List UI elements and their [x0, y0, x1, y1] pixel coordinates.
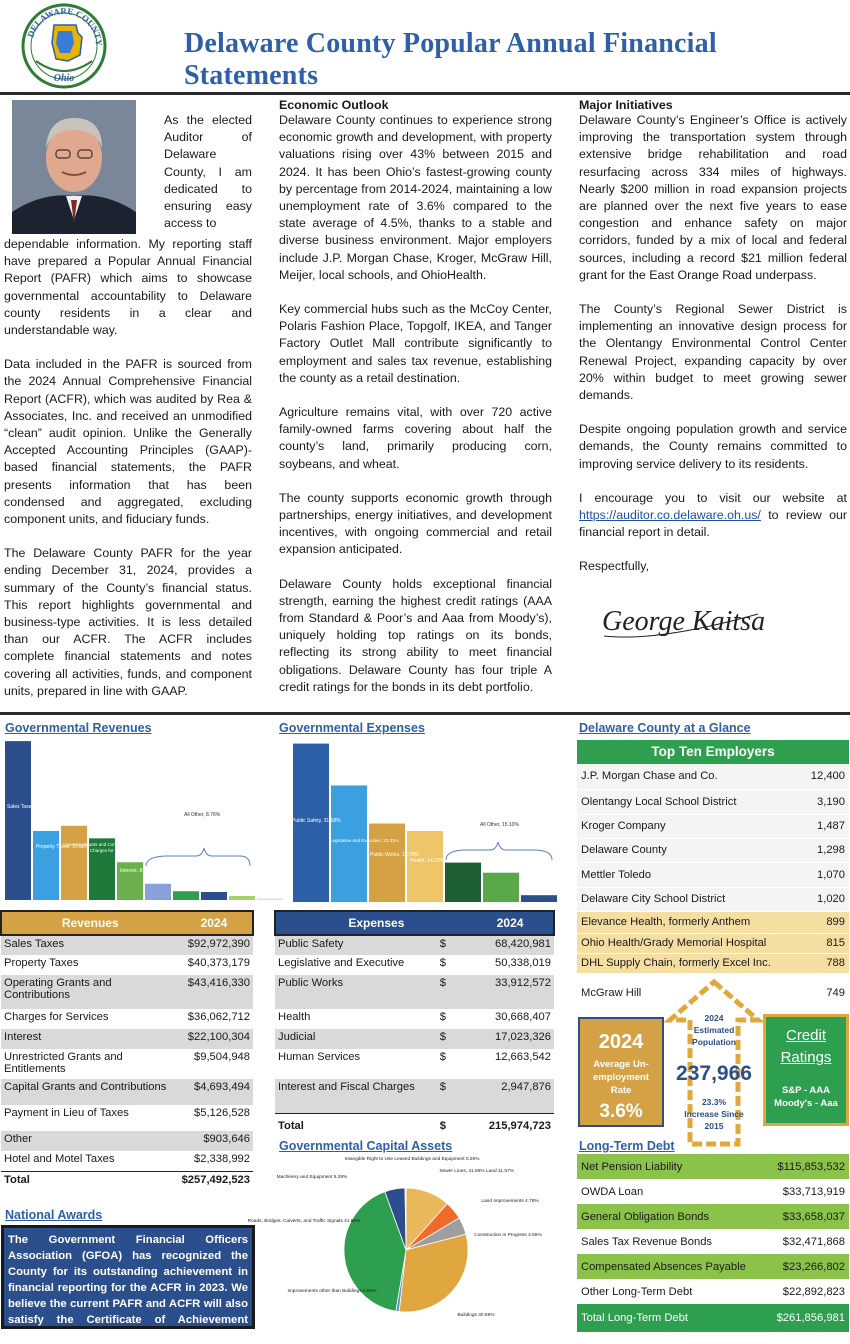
expense-row-label: Public Works — [275, 975, 437, 1009]
initiatives-paragraph-1: Delaware County’s Engineer’s Office is actively improving the transportation system through extensive bridge rehabilitation and road resurfacing across 334 miles of highways. Nearly $200 million in road expansion projects are planned over the next five years to ease congestion and enhance safety on major corridors, funded by a mix of local and federal sources, including a record $21 million federal grant for the East Orange Road underpass. — [579, 113, 847, 282]
unemployment-year: 2024 — [598, 1031, 644, 1053]
expense-row-label: Judicial — [275, 1029, 437, 1049]
employer-row — [577, 838, 849, 862]
debt-total-value: $261,856,981 — [776, 1312, 845, 1324]
bar-sales-taxes — [5, 741, 31, 900]
employer-name: Olentangy Local School District — [581, 795, 737, 808]
bar-human-services — [483, 873, 519, 902]
revenue-row-value: $40,373,179 — [187, 957, 250, 969]
employer-name: DHL Supply Chain, formerly Excel Inc. — [581, 957, 771, 969]
debt-total-label: Total Long-Term Debt — [581, 1312, 688, 1324]
debt-row-label: Sales Tax Revenue Bonds — [581, 1235, 713, 1248]
revenue-row — [1, 1151, 253, 1171]
debt-row-value: $115,853,532 — [777, 1160, 845, 1173]
auditor-website-link[interactable]: https://auditor.co.delaware.oh.us/ — [579, 508, 761, 523]
auditor-signature — [598, 596, 768, 646]
expense-row — [275, 935, 554, 955]
pie-label-cip: Construction in Progress 4.55% — [474, 1233, 542, 1238]
bar-health — [407, 831, 443, 902]
employer-count: 1,298 — [817, 844, 845, 856]
section-divider — [0, 712, 850, 715]
credit-moodys-rating: Moody's - Aaa — [774, 1098, 838, 1109]
letter-paragraph-2: Data included in the PAFR is sourced from the 2024 Annual Comprehensive Financial Report (ACFR), which was audited by Rea & Associates, Inc. and received an unmodified “clean” audit opinion. Unlike the Generally Accepted Accounting Principles (GAAP)-based financial statements, the PAFR presents information that has been condensed and aggregated, excluding component units, and fiduciary funds. — [4, 357, 252, 527]
credit-sp-rating: S&P - AAA — [781, 1085, 831, 1096]
revenue-row — [1, 1079, 253, 1105]
pie-label-sewer: Sewer Lines, 41.86% — [439, 1169, 485, 1174]
revenues-total-label: Total — [1, 1171, 179, 1188]
auditor-photo — [12, 100, 136, 234]
bar-hotel-and-motel-taxes — [229, 896, 255, 900]
employer-name: J.P. Morgan Chase and Co. — [581, 770, 718, 783]
revenue-row-label: Interest — [1, 1029, 179, 1049]
expenses-chart — [290, 738, 556, 904]
rev-label-charges: Charges for Services, 14.01% — [90, 848, 150, 853]
rev-label-sales: Sales Taxes, 36.11% — [7, 804, 54, 810]
expense-row — [275, 1049, 554, 1079]
closing-text: Respectfully, — [579, 559, 650, 574]
revenue-row-value: $2,338,992 — [194, 1153, 250, 1165]
employer-row — [577, 764, 849, 789]
exp-label-works: Public Works, 15.70% — [370, 852, 419, 858]
pie-label-intangible: Intangible Right to Use Leased Buildings and Equipment 0.25% — [344, 1157, 480, 1162]
expense-row-label: Interest and Fiscal Charges — [275, 1079, 437, 1113]
population-label: 2024 Estimated Population — [692, 1013, 736, 1047]
employer-name: Elevance Health, formerly Anthem — [581, 916, 751, 928]
glance-title: Delaware County at a Glance — [579, 721, 751, 735]
expense-row-currency: $ — [439, 1051, 446, 1063]
rev-label-other: All Other, 8.76% — [184, 812, 221, 818]
revenue-row — [1, 1029, 253, 1049]
employer-count: 815 — [826, 937, 845, 949]
employer-row — [577, 953, 849, 973]
employer-name: Ohio Health/Grady Memorial Hospital — [581, 937, 767, 949]
svg-text:George Kaitsa: George Kaitsa — [602, 606, 766, 637]
expense-row-currency: $ — [437, 975, 477, 1009]
expense-row — [275, 975, 554, 1009]
economic-paragraph-1: Delaware County continues to experience strong economic growth and development, with property valuations rising over 43% between 2015 and 2024. It has been Ohio’s fastest-growing county by percentage from 2014-2024, maintaining a low unemployment rate of 3.6% compared to the state average of 4.5%, thanks to a stable and diverse business environment. Major employers include J.P. Morgan Chase, Kroger, McGraw Hill, Meijer, local schools, and OhioHealth. — [279, 113, 552, 282]
exp-label-health: Health, 14.20% — [410, 858, 445, 864]
employer-name: McGraw Hill — [581, 987, 642, 999]
revenue-row — [1, 1105, 253, 1131]
revenues-header-label: Revenues — [1, 911, 179, 935]
debt-row — [577, 1279, 849, 1304]
page-title: Delaware County Popular Annual Financial Statements — [184, 28, 717, 91]
bar-interest-and-fiscal-charges — [521, 895, 557, 902]
expense-row-label: Human Services — [278, 1051, 361, 1063]
expense-row-label: Health — [278, 1011, 311, 1023]
expense-row-value: 2,947,876 — [477, 1079, 554, 1113]
employer-row — [577, 911, 849, 933]
debt-row-label: General Obligation Bonds — [581, 1210, 710, 1223]
pie-label-roads: Roads, Bridges, Culverts, and Traffic Signals 41.86% — [247, 1219, 361, 1224]
expense-row-currency: $ — [437, 1079, 477, 1113]
major-initiatives-heading: Major Initiatives — [579, 98, 673, 112]
debt-row-value: $32,471,868 — [782, 1235, 845, 1248]
debt-row-label: Net Pension Liability — [581, 1160, 683, 1173]
unemployment-label: Average Un-employment Rate — [593, 1059, 649, 1096]
employer-row — [577, 814, 849, 838]
pie-label-buildings: Buildings 30.85% — [457, 1313, 495, 1318]
revenues-table — [0, 910, 254, 1188]
employer-name: Delaware City School District — [581, 893, 726, 905]
expenses-total-value: 215,974,723 — [477, 1113, 554, 1138]
revenue-row-value: $22,100,304 — [179, 1029, 253, 1049]
employer-count: 12,400 — [810, 770, 845, 783]
economic-paragraph-3: Agriculture remains vital, with over 720 active family-owned farms covering about half the county’s land, primarily producing corn, soybeans, and wheat. — [279, 405, 552, 471]
bar-unrestricted-grants — [145, 884, 171, 900]
revenues-total-value: $257,492,523 — [179, 1171, 253, 1188]
major-initiatives-section — [579, 98, 847, 593]
employer-row — [577, 933, 849, 953]
revenue-row — [1, 955, 253, 975]
svg-text:Ohio: Ohio — [53, 73, 75, 84]
expense-row — [275, 1029, 554, 1049]
revenue-row-label: Operating Grants and Contributions — [1, 975, 179, 1009]
exp-label-safety: Public Safety, 31.68% — [292, 818, 341, 824]
exp-label-other: All Other, 15.10% — [480, 822, 519, 828]
bar-other — [257, 898, 283, 900]
rev-label-interest: Interest, 8.58% — [120, 868, 154, 874]
economic-paragraph-2: Key commercial hubs such as the McCoy Center, Polaris Fashion Place, Topgolf, IKEA, and Tanger Factory Outlet Mall contribute significantly to employment and sales tax revenue, establishing the county as a retail destination. — [279, 302, 552, 385]
exp-label-legislative: Legislative and Executive, 23.31% — [330, 838, 399, 843]
economic-paragraph-5: Delaware County holds exceptional financial strength, earning the highest credit ratings (AAA from Standard & Poor’s and Aaa from Moody’s), uniquely holding top ratings on its bonds, reflecting its strong ability to meet financial obligations. Delaware County has four triple A credit ratings for the bonds in its debt portfolio. — [279, 576, 552, 694]
revenue-row-value: $5,126,528 — [194, 1107, 250, 1119]
revenue-row-label: Hotel and Motel Taxes — [4, 1153, 115, 1165]
debt-row-value: $22,892,823 — [782, 1285, 845, 1298]
bar-legislative-and-executive — [331, 785, 367, 902]
bar-public-works — [369, 824, 405, 903]
debt-row-value: $33,658,037 — [782, 1210, 845, 1223]
bar-capital-grants — [201, 892, 227, 900]
revenue-row-label: Unrestricted Grants and Entitlements — [4, 1051, 123, 1075]
expenses-header-year: 2024 — [477, 911, 554, 935]
employer-name: Kroger Company — [581, 820, 666, 832]
economic-outlook-heading: Economic Outlook — [279, 98, 389, 112]
expense-row-label: Legislative and Executive — [278, 957, 405, 969]
employer-row — [577, 789, 849, 814]
bar-operating-grants-and-contributions — [61, 826, 87, 900]
bar-property-taxes — [33, 831, 59, 900]
initiatives-paragraph-3: Despite ongoing population growth and service demands, the County remains committed to improving service delivery to its residents. — [579, 422, 847, 471]
employer-count: 3,190 — [817, 795, 845, 808]
employers-table — [577, 764, 849, 1014]
revenues-header-year: 2024 — [179, 911, 253, 935]
revenue-row-value: $4,693,494 — [179, 1079, 253, 1105]
capital-assets-title: Governmental Capital Assets — [279, 1139, 453, 1153]
debt-row-label: OWDA Loan — [581, 1185, 644, 1198]
pie-label-landimp: Land Improvements 4.79% — [481, 1199, 539, 1204]
debt-row-label: Compensated Absences Payable — [581, 1260, 746, 1273]
expense-row-value: 30,668,407 — [495, 1011, 551, 1023]
expense-row-value: 68,420,981 — [477, 935, 554, 955]
expense-row — [275, 1079, 554, 1113]
rev-label-grants: Operating Grants and Contributions, 16.86% — [63, 842, 152, 847]
expenses-table — [274, 910, 555, 1138]
awards-title: National Awards — [5, 1208, 103, 1222]
debt-row — [577, 1179, 849, 1204]
revenues-chart-title: Governmental Revenues — [5, 721, 152, 735]
expense-row — [275, 955, 554, 975]
letter-paragraph-1: dependable information. My reporting staff have prepared a Popular Annual Financial Report (PAFR) which aims to showcase governmental accountability to Delaware county residents in a clear and understandable way. — [4, 237, 252, 338]
revenue-row — [1, 1049, 253, 1079]
header-divider — [0, 92, 850, 95]
letter-body — [4, 236, 252, 717]
expenses-total-currency: $ — [437, 1113, 477, 1138]
expense-row-value: 12,663,542 — [495, 1051, 551, 1063]
employer-name: Delaware County — [581, 844, 667, 856]
expenses-chart-title: Governmental Expenses — [279, 721, 425, 735]
debt-row — [577, 1229, 849, 1254]
revenue-row-value: $903,646 — [179, 1131, 253, 1151]
revenue-row-value: $36,062,712 — [187, 1011, 250, 1023]
revenue-row — [1, 1131, 253, 1151]
rev-label-property: Property Taxes, 15.68% — [36, 844, 89, 850]
debt-row-value: $33,713,919 — [782, 1185, 845, 1198]
credit-ratings-box — [763, 1014, 849, 1126]
revenue-row — [1, 975, 253, 1009]
revenue-row-label: Capital Grants and Contributions — [1, 1079, 179, 1105]
expense-row-value: 33,912,572 — [477, 975, 554, 1009]
expense-row-currency: $ — [439, 957, 446, 969]
debt-row-label: Other Long-Term Debt — [581, 1285, 693, 1298]
initiatives-paragraph-2: The County’s Regional Sewer District is implementing an innovative design process for the Olentangy Environmental Control Center Renewal Project, expanding capacity by over 20% within budget to meet growing sewer demands. — [579, 302, 847, 403]
expense-row-label: Public Safety — [275, 935, 437, 955]
revenue-row — [1, 935, 253, 955]
letter-intro-side: As the elected Auditor of Delaware County, I am dedicated to ensuring easy access to — [164, 113, 252, 231]
letter-paragraph-3: The Delaware County PAFR for the year ending December 31, 2024, provides a summary of the County’s financial status. This report highlights governmental and business-type activities. It is less detailed than our ACFR. The ACFR includes complete financial statements and notes covering all activities, funds, and component units, prepared in line with GAAP. — [4, 546, 252, 698]
employer-row — [577, 862, 849, 887]
revenue-row — [1, 1009, 253, 1029]
awards-box — [1, 1225, 255, 1342]
debt-title: Long-Term Debt — [579, 1139, 675, 1153]
expense-row-value: 50,338,019 — [495, 957, 551, 969]
expense-row-currency: $ — [437, 1029, 477, 1049]
employer-count: 1,020 — [817, 893, 845, 905]
initiatives-paragraph-4: I encourage you to visit our website at https://auditor.co.delaware.oh.us/ to review our financial report in detail. — [579, 490, 847, 540]
expense-row-value: 17,023,326 — [477, 1029, 554, 1049]
revenue-row-label: Payment in Lieu of Taxes — [4, 1107, 129, 1119]
debt-table — [577, 1154, 849, 1332]
employer-name: Mettler Toledo — [581, 868, 652, 881]
population-increase: 23.3% Increase Since 2015 — [684, 1097, 744, 1131]
awards-text: The Government Financial Officers Association (GFOA) has recognized the County for its outstanding achievement in financial reporting for the ACFR in 2023. We believe the current PAFR and ACFR will also satisfy the Certificate of Achievement requirements. — [8, 1234, 248, 1342]
expense-row — [275, 1009, 554, 1029]
capital-assets-chart — [247, 1152, 556, 1332]
revenue-row-value: $92,972,390 — [179, 935, 253, 955]
revenues-chart — [4, 738, 252, 904]
expense-row-currency: $ — [439, 1011, 446, 1023]
expenses-header-label: Expenses — [275, 911, 477, 935]
population-value: 237,966 — [676, 1062, 752, 1085]
employer-count: 899 — [826, 916, 845, 928]
employer-count: 1,070 — [817, 868, 845, 881]
pie-label-land: Land 11.57% — [486, 1169, 514, 1174]
employer-count: 749 — [826, 987, 845, 999]
economic-outlook-section — [279, 98, 552, 713]
economic-paragraph-4: The county supports economic growth through partnerships, energy initiatives, and development incentives, with ongoing commercial and retail expansion anticipated. — [279, 490, 552, 557]
employer-count: 788 — [826, 957, 845, 969]
pie-label-machinery: Machinery and Equipment 5.28% — [276, 1175, 348, 1180]
bar-judicial — [445, 863, 481, 902]
revenue-row-label: Sales Taxes — [1, 935, 179, 955]
debt-row — [577, 1154, 849, 1179]
expenses-total-label: Total — [275, 1113, 437, 1138]
revenue-row-value: $9,504,948 — [194, 1051, 250, 1063]
employer-count: 1,487 — [817, 820, 845, 832]
expense-row-currency: $ — [437, 935, 477, 955]
employer-row — [577, 887, 849, 911]
revenue-row-value: $43,416,330 — [179, 975, 253, 1009]
unemployment-value: 3.6% — [599, 1101, 643, 1122]
credit-ratings-title: Credit Ratings — [780, 1027, 832, 1066]
pie-label-improvements: Improvements other than Buildings 0.85% — [287, 1289, 377, 1294]
revenue-row-label: Other — [1, 1131, 179, 1151]
revenue-row-label: Charges for Services — [4, 1011, 109, 1023]
svg-text:DELAWARE COUNTY: DELAWARE COUNTY — [25, 5, 105, 47]
employers-header: Top Ten Employers — [577, 740, 849, 764]
revenue-row-label: Property Taxes — [4, 957, 79, 969]
bar-payment-in-lieu-of-taxes — [173, 891, 199, 900]
debt-row — [577, 1204, 849, 1229]
debt-row — [577, 1254, 849, 1279]
unemployment-box — [578, 1017, 664, 1127]
debt-row-value: $23,266,802 — [782, 1260, 845, 1273]
county-seal — [16, 3, 112, 89]
